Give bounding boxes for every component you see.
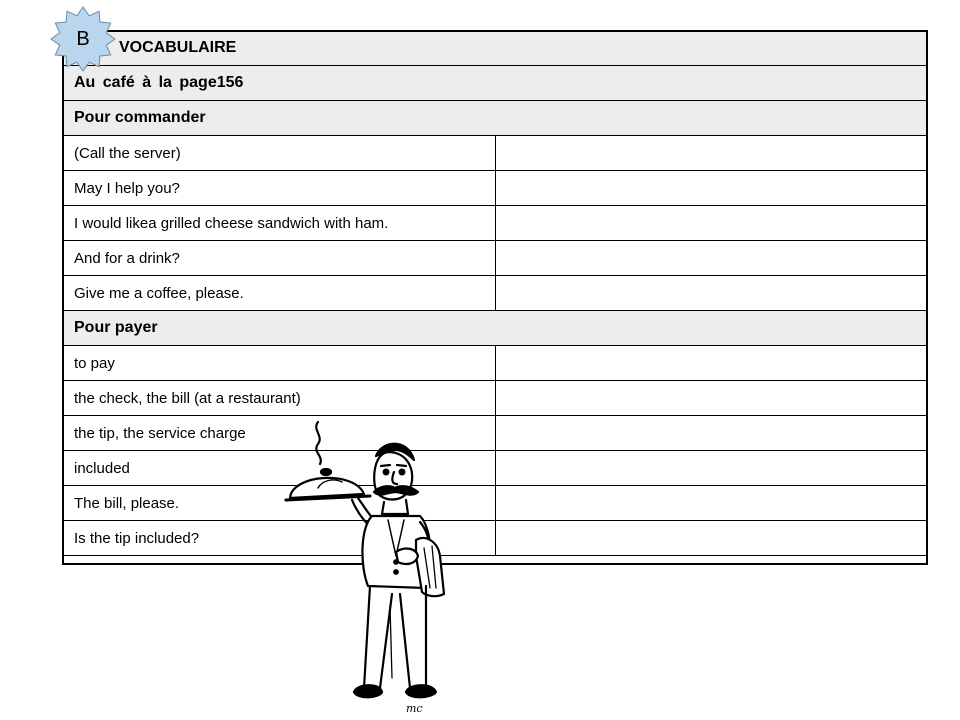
table-row	[63, 486, 928, 521]
french-answer-cell[interactable]	[495, 171, 928, 206]
french-answer-cell[interactable]	[495, 206, 928, 241]
waiter-illustration-icon	[276, 416, 456, 720]
table-title: VOCABULAIRE	[63, 31, 928, 66]
english-cell: May I help you?	[63, 171, 496, 206]
french-answer-cell[interactable]	[495, 381, 928, 416]
english-cell: And for a drink?	[63, 241, 496, 276]
table-row	[63, 136, 928, 171]
table-title-row	[63, 31, 928, 66]
french-answer-cell[interactable]	[495, 241, 928, 276]
english-cell: Give me a coffee, please.	[63, 276, 496, 311]
english-cell: Is the tip included?	[63, 521, 496, 556]
french-answer-cell[interactable]	[495, 276, 928, 311]
english-cell: (Call the server)	[63, 136, 496, 171]
table-row	[63, 381, 928, 416]
section-heading-row	[63, 101, 928, 136]
table-row	[63, 451, 928, 486]
english-cell: The bill, please.	[63, 486, 496, 521]
table-row	[63, 521, 928, 556]
table-row	[63, 241, 928, 276]
vocabulary-table	[62, 30, 928, 556]
badge-label: B	[76, 27, 90, 50]
section-heading-row	[63, 311, 928, 346]
french-answer-cell[interactable]	[495, 486, 928, 521]
english-cell: included	[63, 451, 496, 486]
french-answer-cell[interactable]	[495, 451, 928, 486]
illustration-signature: mc	[406, 702, 423, 715]
french-answer-cell[interactable]	[495, 346, 928, 381]
table-row	[63, 206, 928, 241]
english-cell: the tip, the service charge	[63, 416, 496, 451]
french-answer-cell[interactable]	[495, 416, 928, 451]
table-row	[63, 276, 928, 311]
english-cell: the check, the bill (at a restaurant)	[63, 381, 496, 416]
english-cell: to pay	[63, 346, 496, 381]
english-cell: I would likea grilled cheese sandwich with ham.	[63, 206, 496, 241]
table-subtitle: Au café à la page156	[63, 66, 928, 101]
section-heading-commander: Pour commander	[63, 101, 928, 136]
table-row	[63, 346, 928, 381]
table-row	[63, 171, 928, 206]
table-row	[63, 416, 928, 451]
french-answer-cell[interactable]	[495, 136, 928, 171]
table-subtitle-row	[63, 66, 928, 101]
section-heading-payer: Pour payer	[63, 311, 928, 346]
french-answer-cell[interactable]	[495, 521, 928, 556]
